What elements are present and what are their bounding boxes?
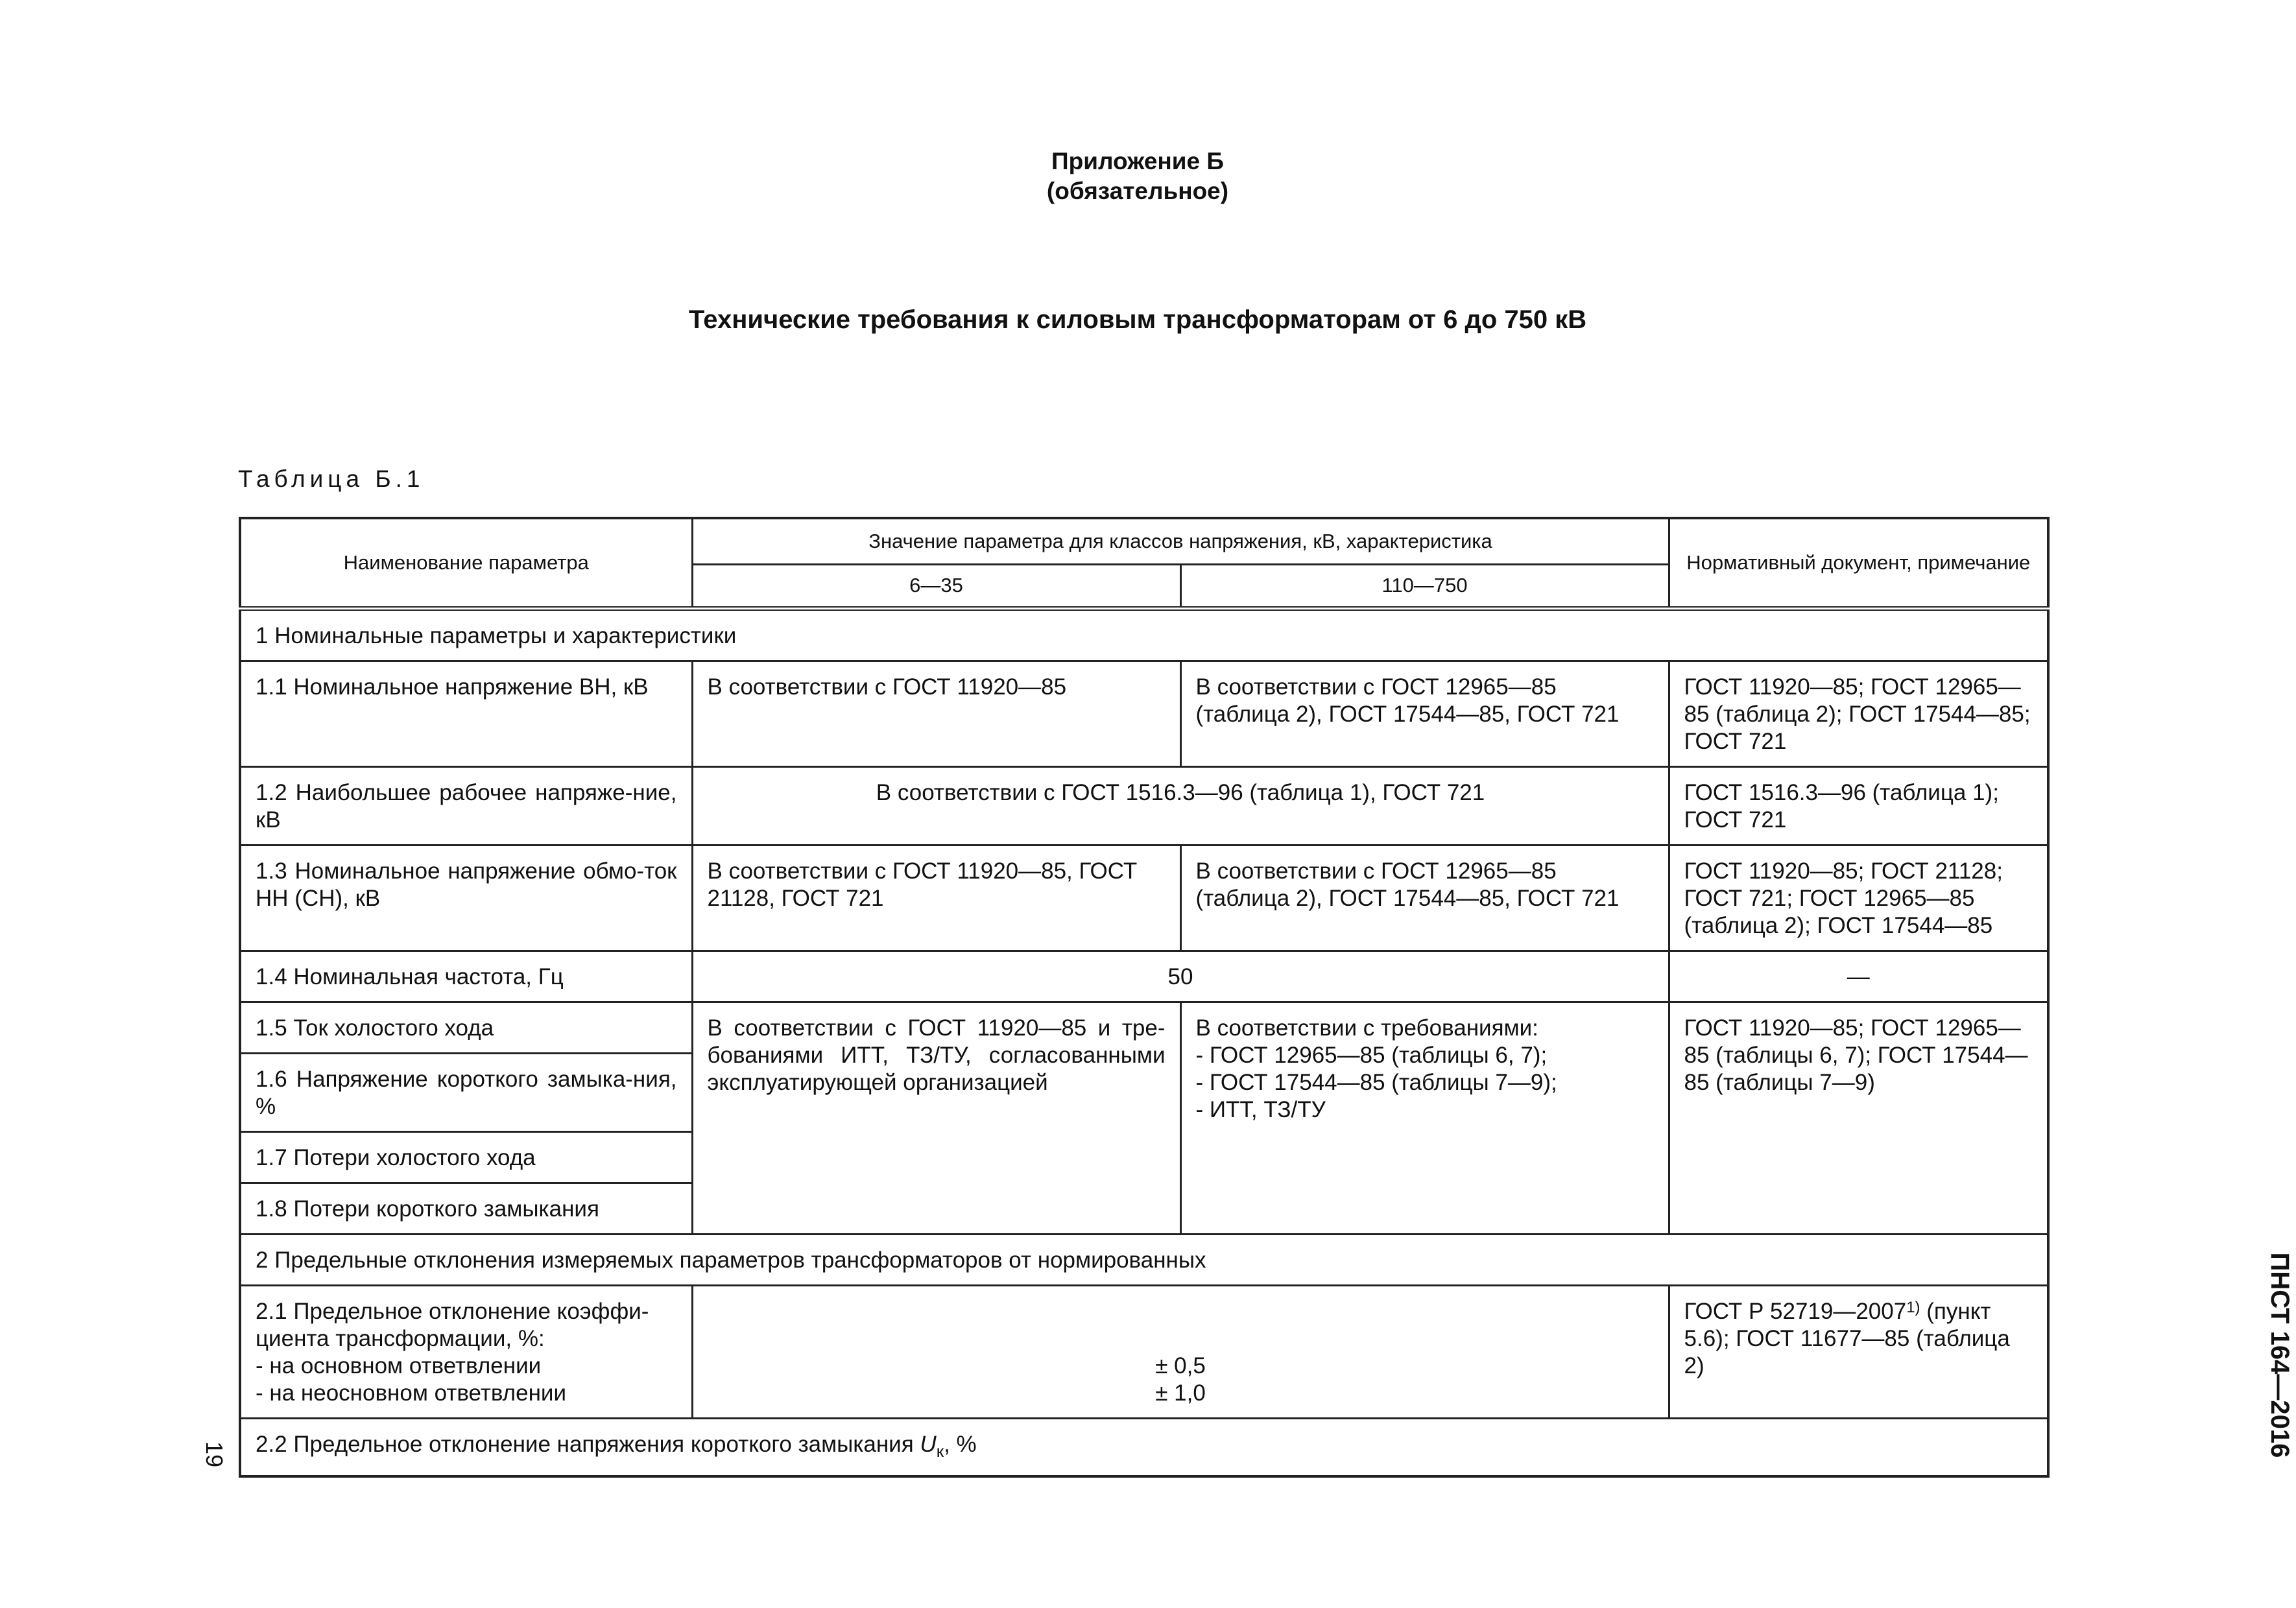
section-row-2 xyxy=(240,1234,2048,1285)
row-2-1-doc-rest: (пункт 5.6); ГОСТ 11677—85 (таблица 2) xyxy=(1684,1298,2010,1378)
table-row xyxy=(240,845,2048,951)
row-1-4-doc: — xyxy=(1669,951,2048,1002)
row-2-1-doc-standard: ГОСТ Р 52719—2007 xyxy=(1684,1298,1907,1324)
row-1-1-value-110-750: В соответствии с ГОСТ 12965—85 (таблица 2), ГОСТ 17544—85, ГОСТ 721 xyxy=(1180,661,1669,766)
header-row-1 xyxy=(240,518,2048,564)
row-2-1-value-main-tap: ± 0,5 xyxy=(1155,1353,1206,1378)
row-2-2-unit: , % xyxy=(944,1431,977,1457)
footnote-marker: 1) xyxy=(1906,1298,1920,1316)
row-1-7-name: 1.7 Потери холостого хода xyxy=(240,1131,692,1183)
requirement-item: - ГОСТ 12965—85 (таблицы 6, 7); xyxy=(1195,1042,1548,1068)
table-row xyxy=(240,661,2048,766)
row-2-1-name-line: - на основном ответвлении xyxy=(256,1353,542,1378)
row-2-2-subscript: к xyxy=(936,1441,944,1461)
row-2-2-variable: U xyxy=(920,1431,937,1457)
page-number: 19 xyxy=(201,1441,228,1468)
header-param-name: Наименование параметра xyxy=(240,518,692,608)
row-1-5-8-value-6-35: В соответствии с ГОСТ 11920—85 и тре-бованиями ИТТ, ТЗ/ТУ, согласованными эксплуатирующей организацией xyxy=(692,1002,1180,1234)
row-1-5-8-doc: ГОСТ 11920—85; ГОСТ 12965—85 (таблицы 6, 7); ГОСТ 17544—85 (таблицы 7—9) xyxy=(1669,1002,2048,1234)
row-1-3-value-110-750: В соответствии с ГОСТ 12965—85 (таблица 2), ГОСТ 17544—85, ГОСТ 721 xyxy=(1180,845,1669,951)
row-1-6-name: 1.6 Напряжение короткого замыка-ния, % xyxy=(240,1053,692,1131)
table-row xyxy=(240,1418,2048,1476)
table-row xyxy=(240,766,2048,845)
appendix-title: Приложение Б xyxy=(1051,148,1224,174)
row-1-3-doc: ГОСТ 11920—85; ГОСТ 21128; ГОСТ 721; ГОСТ 12965—85 (таблица 2); ГОСТ 17544—85 xyxy=(1669,845,2048,951)
row-2-2-text: 2.2 Предельное отклонение напряжения короткого замыкания xyxy=(256,1431,920,1457)
requirements-table xyxy=(239,517,2050,1478)
section-2-title: 2 Предельные отклонения измеряемых параметров трансформаторов от нормированных xyxy=(240,1234,2048,1285)
row-2-1-value-other-tap: ± 1,0 xyxy=(1155,1380,1206,1406)
header-normative: Нормативный документ, примечание xyxy=(1669,518,2048,608)
row-1-5-8-value-110-750 xyxy=(1180,1002,1669,1234)
row-2-2 xyxy=(240,1418,2048,1476)
row-1-2-name: 1.2 Наибольшее рабочее напряже-ние, кВ xyxy=(240,766,692,845)
table-row xyxy=(240,1285,2048,1418)
table-row xyxy=(240,951,2048,1002)
row-1-1-value-6-35: В соответствии с ГОСТ 11920—85 xyxy=(692,661,1180,766)
row-1-2-doc: ГОСТ 1516.3—96 (таблица 1); ГОСТ 721 xyxy=(1669,766,2048,845)
section-1-title: 1 Номинальные параметры и характеристики xyxy=(240,608,2048,661)
row-1-2-value: В соответствии с ГОСТ 1516.3—96 (таблица 1), ГОСТ 721 xyxy=(692,766,1669,845)
row-2-1-name-line: - на неосновном ответвлении xyxy=(256,1380,566,1406)
document-title: Технические требования к силовым трансформаторам от 6 до 750 кВ xyxy=(688,305,1587,334)
row-2-1-name-line: 2.1 Предельное отклонение коэффи- xyxy=(256,1298,649,1324)
header-value-group: Значение параметра для классов напряжения, кВ, характеристика xyxy=(692,518,1669,564)
row-2-1-doc xyxy=(1669,1285,2048,1418)
row-1-4-value: 50 xyxy=(692,951,1669,1002)
document-code: ПНСТ 164—2016 xyxy=(2266,1252,2294,1458)
requirements-intro: В соответствии с требованиями: xyxy=(1195,1015,1538,1041)
requirement-item: - ИТТ, ТЗ/ТУ xyxy=(1195,1096,1326,1122)
appendix-subtitle: (обязательное) xyxy=(1046,178,1229,204)
row-1-3-name: 1.3 Номинальное напряжение обмо-ток НН (СН), кВ xyxy=(240,845,692,951)
row-1-4-name: 1.4 Номинальная частота, Гц xyxy=(240,951,692,1002)
row-2-1-values xyxy=(692,1285,1669,1418)
header-col-110-750: 110—750 xyxy=(1180,564,1669,608)
row-2-1-name-line: циента трансформации, %: xyxy=(256,1325,545,1351)
table-label: Таблица Б.1 xyxy=(238,466,425,492)
row-1-3-value-6-35: В соответствии с ГОСТ 11920—85, ГОСТ 21128, ГОСТ 721 xyxy=(692,845,1180,951)
section-row-1 xyxy=(240,608,2048,661)
header-col-6-35: 6—35 xyxy=(692,564,1180,608)
row-1-5-name: 1.5 Ток холостого хода xyxy=(240,1002,692,1053)
row-1-1-name: 1.1 Номинальное напряжение ВН, кВ xyxy=(240,661,692,766)
requirement-item: - ГОСТ 17544—85 (таблицы 7—9); xyxy=(1195,1069,1557,1095)
table-row xyxy=(240,1002,2048,1053)
row-2-1-name xyxy=(240,1285,692,1418)
row-1-1-doc: ГОСТ 11920—85; ГОСТ 12965—85 (таблица 2); ГОСТ 17544—85; ГОСТ 721 xyxy=(1669,661,2048,766)
row-1-8-name: 1.8 Потери короткого замыкания xyxy=(240,1183,692,1234)
